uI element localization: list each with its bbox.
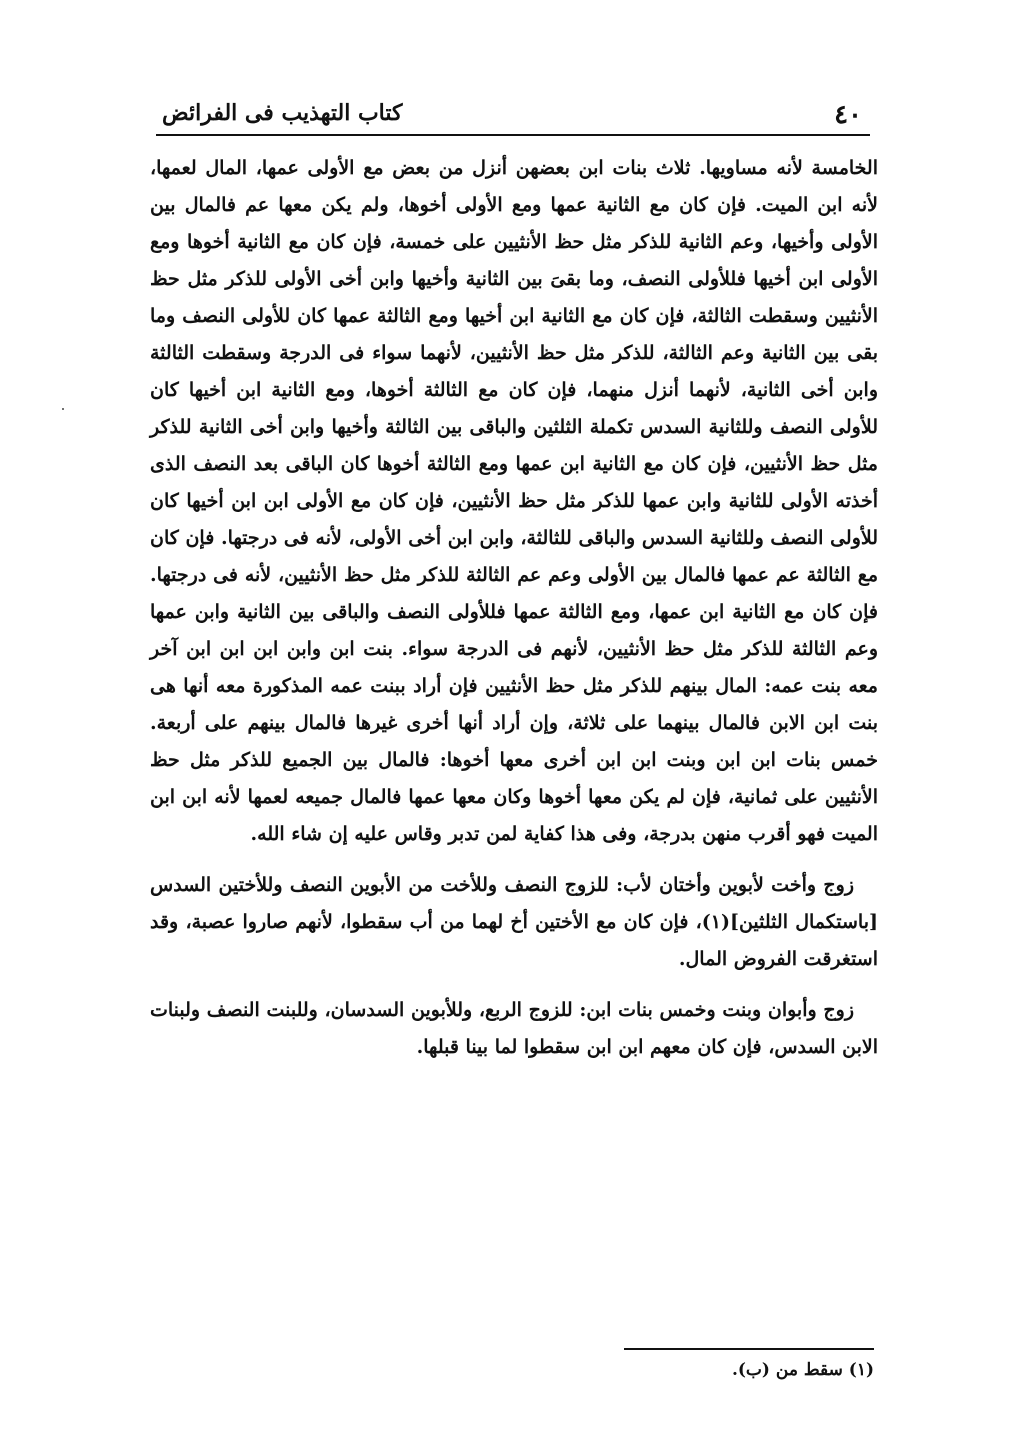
footnote-rule [624,1348,874,1350]
footnote: (١) سقط من (ب). [731,1360,874,1380]
page-header [156,96,870,136]
paragraph-1: الخامسة لأنه مساويها. ثلاث بنات ابن بعضهن أنزل من بعض مع الأولى عمها، المال لعمها، لأنه ابن الميت. فإن كان مع الثانية عمها ومع الأولى أخوها، ولم يكن معها عم فالمال بين الأولى وأخيها، وعم الثانية للذكر مثل حظ الأنثيين على خمسة، فإن كان مع الثانية أخوها ومع الأولى ابن أخيها فللأولى النصف، وما بقىَ بين الثانية وأخيها وابن أخى الأولى للذكر مثل حظ الأنثيين وسقطت الثالثة، فإن كان مع الثانية ابن أخيها ومع الثالثة عمها كان للأولى النصف وما بقى بين الثانية وعم الثالثة، للذكر مثل حظ الأنثيين، لأنهما سواء فى الدرجة وسقطت الثالثة وابن أخى الثانية، لأنهما أنزل منهما، فإن كان مع الثالثة أخوها، ومع الثانية ابن أخيها كان للأولى النصف وللثانية السدس تكملة الثلثين والباقى بين الثالثة وأخيها وابن أخى الثانية للذكر مثل حظ الأنثيين، فإن كان مع الثانية ابن عمها ومع الثالثة أخوها كان الباقى بعد النصف الذى أخذته الأولى للثانية وابن عمها للذكر مثل حظ الأنثيين، فإن كان مع الأولى ابن ابن أخيها كان للأولى النصف وللثانية السدس والباقى للثالثة، وابن ابن أخى الأولى، لأنه فى درجتها. فإن كان مع الثالثة عم عمها فالمال بين الأولى وعم عم الثالثة للذكر مثل حظ الأنثيين، لأنه فى درجتها. فإن كان مع الثانية ابن عمها، ومع الثالثة عمها فللأولى النصف والباقى بين الثانية وابن عمها وعم الثالثة للذكر مثل حظ الأنثيين، لأنهم فى الدرجة سواء. بنت ابن وابن ابن ابن ابن آخر معه بنت عمه: المال بينهم للذكر مثل حظ الأنثيين فإن أراد ببنت عمه المذكورة معه أنها هى بنت ابن الابن فالمال بينهما على ثلاثة، وإن أراد أنها أخرى غيرها فالمال بينهم على أربعة. خمس بنات ابن ابن وبنت ابن ابن أخرى معها أخوها: فالمال بين الجميع للذكر مثل حظ الأنثيين على ثمانية، فإن لم يكن معها أخوها وكان معها عمها فالمال جميعه لعمها لأنه ابن ابن الميت فهو أقرب منهن بدرجة، وفى هذا كفاية لمن تدبر وقاس عليه إن شاء الله. [150,157,878,845]
paragraph-2: زوج وأخت لأبوين وأختان لأب: للزوج النصف وللأخت من الأبوين النصف وللأختين السدس [باستكمال الثلثين](١)، فإن كان مع الأختين أخ لهما من أب سقطوا، لأنهم صاروا عصبة، وقد استغرقت الفروض المال. [150,874,878,970]
paragraph-3: زوج وأبوان وبنت وخمس بنات ابن: للزوج الربع، وللأبوين السدسان، وللبنت النصف ولبنات الابن السدس، فإن كان معهم ابن ابن سقطوا لما بينا قبلها. [150,999,878,1058]
margin-speck [62,408,64,410]
running-title: كتاب التهذيب فى الفرائض [162,100,403,126]
body-text [150,150,878,1066]
page-number: ٤٠ [834,100,862,130]
header-rule [156,134,870,136]
